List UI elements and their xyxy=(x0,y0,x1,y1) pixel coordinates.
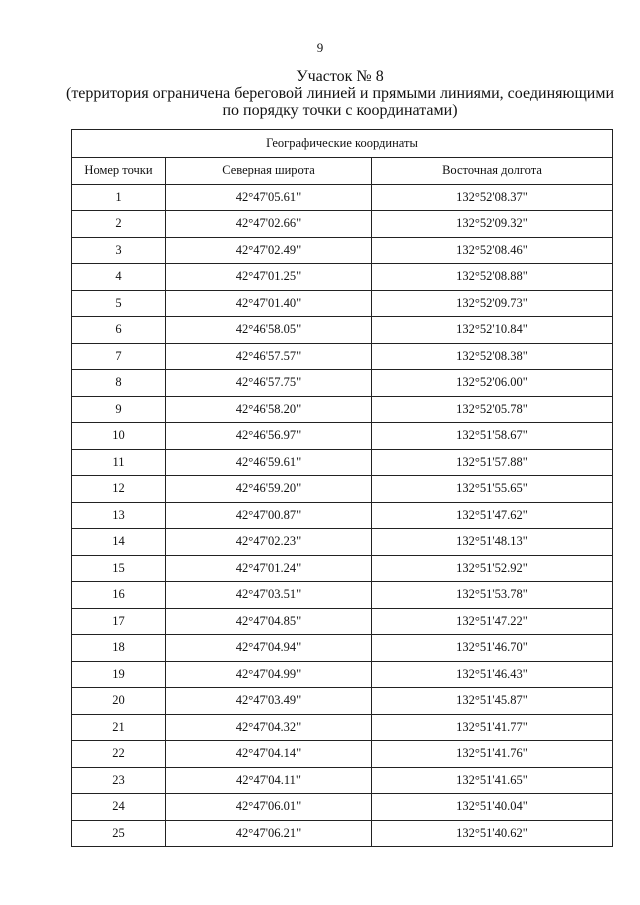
longitude-cell: 132°52'10.84" xyxy=(372,317,613,344)
point-number-cell: 5 xyxy=(72,290,166,317)
table-row xyxy=(72,529,613,556)
longitude-cell: 132°51'48.13" xyxy=(372,529,613,556)
coordinates-table xyxy=(71,129,613,847)
latitude-cell: 42°46'59.20" xyxy=(166,476,372,503)
longitude-cell: 132°51'41.76" xyxy=(372,741,613,768)
table-body xyxy=(72,184,613,847)
point-number-cell: 9 xyxy=(72,396,166,423)
section-subtitle-line-2: по порядку точки с координатами) xyxy=(222,102,458,119)
latitude-cell: 42°47'00.87" xyxy=(166,502,372,529)
column-header-longitude: Восточная долгота xyxy=(372,158,613,185)
point-number-cell: 19 xyxy=(72,661,166,688)
longitude-cell: 132°51'53.78" xyxy=(372,582,613,609)
longitude-cell: 132°52'08.38" xyxy=(372,343,613,370)
point-number-cell: 22 xyxy=(72,741,166,768)
table-row xyxy=(72,608,613,635)
column-header-point-number: Номер точки xyxy=(72,158,166,185)
table-row xyxy=(72,370,613,397)
longitude-cell: 132°51'40.62" xyxy=(372,820,613,847)
longitude-cell: 132°51'58.67" xyxy=(372,423,613,450)
point-number-cell: 4 xyxy=(72,264,166,291)
point-number-cell: 23 xyxy=(72,767,166,794)
longitude-cell: 132°51'41.65" xyxy=(372,767,613,794)
latitude-cell: 42°47'04.99" xyxy=(166,661,372,688)
longitude-cell: 132°52'08.46" xyxy=(372,237,613,264)
table-row xyxy=(72,476,613,503)
latitude-cell: 42°46'58.05" xyxy=(166,317,372,344)
longitude-cell: 132°51'46.70" xyxy=(372,635,613,662)
longitude-cell: 132°51'55.65" xyxy=(372,476,613,503)
longitude-cell: 132°51'40.04" xyxy=(372,794,613,821)
longitude-cell: 132°52'05.78" xyxy=(372,396,613,423)
latitude-cell: 42°47'04.11" xyxy=(166,767,372,794)
table-row xyxy=(72,820,613,847)
latitude-cell: 42°47'04.85" xyxy=(166,608,372,635)
section-title: Участок № 8 xyxy=(296,68,384,85)
point-number-cell: 17 xyxy=(72,608,166,635)
point-number-cell: 8 xyxy=(72,370,166,397)
table-row xyxy=(72,688,613,715)
point-number-cell: 25 xyxy=(72,820,166,847)
latitude-cell: 42°46'59.61" xyxy=(166,449,372,476)
section-subtitle-line-1: (территория ограничена береговой линией и прямыми линиями, соединяющими xyxy=(65,85,615,102)
longitude-cell: 132°52'08.37" xyxy=(372,184,613,211)
latitude-cell: 42°46'56.97" xyxy=(166,423,372,450)
latitude-cell: 42°47'03.51" xyxy=(166,582,372,609)
latitude-cell: 42°47'05.61" xyxy=(166,184,372,211)
page-number: 9 xyxy=(316,40,324,55)
table-group-header: Географические координаты xyxy=(72,130,613,158)
column-header-latitude: Северная широта xyxy=(166,158,372,185)
latitude-cell: 42°47'02.66" xyxy=(166,211,372,238)
point-number-cell: 11 xyxy=(72,449,166,476)
point-number-cell: 7 xyxy=(72,343,166,370)
point-number-cell: 24 xyxy=(72,794,166,821)
latitude-cell: 42°47'06.21" xyxy=(166,820,372,847)
longitude-cell: 132°52'09.73" xyxy=(372,290,613,317)
table-row xyxy=(72,343,613,370)
point-number-cell: 16 xyxy=(72,582,166,609)
latitude-cell: 42°47'04.94" xyxy=(166,635,372,662)
point-number-cell: 6 xyxy=(72,317,166,344)
longitude-cell: 132°51'47.62" xyxy=(372,502,613,529)
table-group-header-row xyxy=(72,130,613,158)
latitude-cell: 42°47'04.14" xyxy=(166,741,372,768)
longitude-cell: 132°51'52.92" xyxy=(372,555,613,582)
table-row xyxy=(72,211,613,238)
latitude-cell: 42°47'03.49" xyxy=(166,688,372,715)
longitude-cell: 132°52'08.88" xyxy=(372,264,613,291)
table-row xyxy=(72,317,613,344)
document-heading xyxy=(60,68,620,119)
table-row xyxy=(72,555,613,582)
latitude-cell: 42°47'01.24" xyxy=(166,555,372,582)
latitude-cell: 42°47'01.40" xyxy=(166,290,372,317)
table-row xyxy=(72,714,613,741)
table-row xyxy=(72,502,613,529)
table-header-row xyxy=(72,158,613,185)
longitude-cell: 132°52'09.32" xyxy=(372,211,613,238)
table-row xyxy=(72,396,613,423)
table-row xyxy=(72,184,613,211)
longitude-cell: 132°51'46.43" xyxy=(372,661,613,688)
point-number-cell: 10 xyxy=(72,423,166,450)
point-number-cell: 18 xyxy=(72,635,166,662)
point-number-cell: 12 xyxy=(72,476,166,503)
latitude-cell: 42°47'06.01" xyxy=(166,794,372,821)
table-row xyxy=(72,237,613,264)
point-number-cell: 14 xyxy=(72,529,166,556)
longitude-cell: 132°51'57.88" xyxy=(372,449,613,476)
point-number-cell: 1 xyxy=(72,184,166,211)
table-row xyxy=(72,290,613,317)
point-number-cell: 21 xyxy=(72,714,166,741)
table-row xyxy=(72,661,613,688)
table-row xyxy=(72,582,613,609)
point-number-cell: 3 xyxy=(72,237,166,264)
table-row xyxy=(72,423,613,450)
table-row xyxy=(72,741,613,768)
latitude-cell: 42°47'01.25" xyxy=(166,264,372,291)
table-row xyxy=(72,449,613,476)
latitude-cell: 42°47'02.49" xyxy=(166,237,372,264)
table-row xyxy=(72,767,613,794)
longitude-cell: 132°51'45.87" xyxy=(372,688,613,715)
point-number-cell: 2 xyxy=(72,211,166,238)
point-number-cell: 15 xyxy=(72,555,166,582)
latitude-cell: 42°47'02.23" xyxy=(166,529,372,556)
table-row xyxy=(72,264,613,291)
latitude-cell: 42°47'04.32" xyxy=(166,714,372,741)
longitude-cell: 132°52'06.00" xyxy=(372,370,613,397)
latitude-cell: 42°46'57.57" xyxy=(166,343,372,370)
longitude-cell: 132°51'47.22" xyxy=(372,608,613,635)
latitude-cell: 42°46'57.75" xyxy=(166,370,372,397)
table-row xyxy=(72,635,613,662)
latitude-cell: 42°46'58.20" xyxy=(166,396,372,423)
longitude-cell: 132°51'41.77" xyxy=(372,714,613,741)
point-number-cell: 20 xyxy=(72,688,166,715)
point-number-cell: 13 xyxy=(72,502,166,529)
table-row xyxy=(72,794,613,821)
